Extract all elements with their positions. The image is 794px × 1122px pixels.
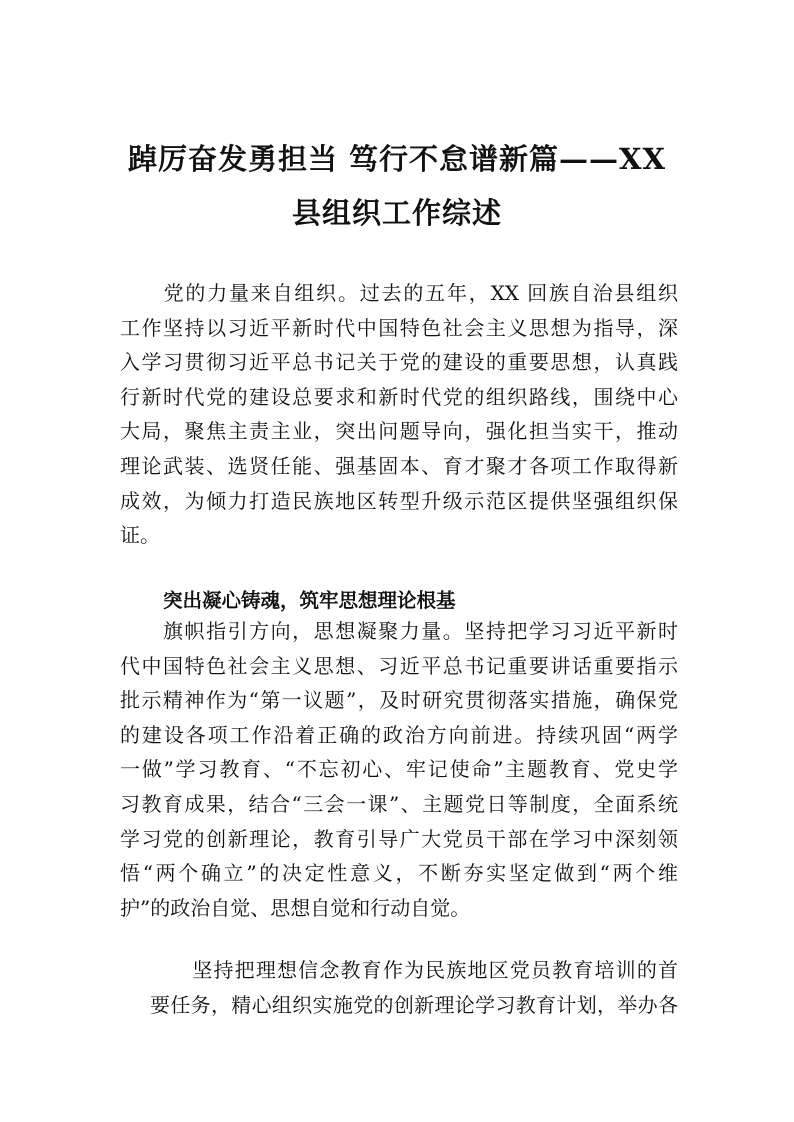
paragraph-line: 成效，为倾力打造民族地区转型升级示范区提供坚强组织保 — [120, 488, 678, 513]
document-title-line-2: 县组织工作综述 — [291, 196, 502, 230]
paragraph-line: 理论武装、选贤任能、强基固本、育才聚才各项工作取得新 — [120, 453, 678, 478]
paragraph-line: 悟“两个确立”的决定性意义，不断夯实坚定做到“两个维 — [120, 861, 678, 886]
paragraph-section-body — [120, 614, 678, 925]
document-title-line-1: 踔厉奋发勇担当 笃行不怠谱新篇——XX — [127, 142, 667, 176]
paragraph-line: 学习党的创新理论，教育引导广大党员干部在学习中深刻领 — [120, 826, 678, 851]
paragraph-line: 大局，聚焦主责主业，突出问题导向，强化担当实干，推动 — [120, 419, 678, 444]
paragraph-line: 的建设各项工作沿着正确的政治方向前进。持续巩固“两学 — [120, 722, 678, 747]
paragraph-line: 工作坚持以习近平新时代中国特色社会主义思想为指导，深 — [120, 315, 678, 340]
paragraph-intro — [120, 276, 678, 553]
paragraph-line: 坚持把理想信念教育作为民族地区党员教育培训的首 — [150, 958, 678, 982]
paragraph-line: 要任务，精心组织实施党的创新理论学习教育计划，举办各 — [150, 992, 678, 1017]
paragraph-line: 护”的政治自觉、思想自觉和行动自觉。 — [120, 895, 471, 920]
paragraph-line: 旗帜指引方向，思想凝聚力量。坚持把学习习近平新时 — [120, 619, 678, 643]
paragraph-line: 批示精神作为“第一议题”，及时研究贯彻落实措施，确保党 — [120, 688, 678, 713]
paragraph-continuation — [150, 953, 678, 1022]
paragraph-line: 代中国特色社会主义思想、习近平总书记重要讲话重要指示 — [120, 653, 678, 678]
paragraph-line: 习教育成果，结合“三会一课”、主题党日等制度，全面系统 — [120, 791, 678, 816]
paragraph-line: 党的力量来自组织。过去的五年，XX 回族自治县组织 — [120, 281, 678, 305]
paragraph-line: 一做”学习教育、“不忘初心、牢记使命”主题教育、党史学 — [120, 757, 678, 782]
section-heading: 突出凝心铸魂，筑牢思想理论根基 — [163, 589, 456, 612]
paragraph-line: 行新时代党的建设总要求和新时代党的组织路线，围绕中心 — [120, 384, 678, 409]
paragraph-line: 入学习贯彻习近平总书记关于党的建设的重要思想，认真践 — [120, 350, 678, 375]
paragraph-line: 证。 — [120, 523, 160, 548]
